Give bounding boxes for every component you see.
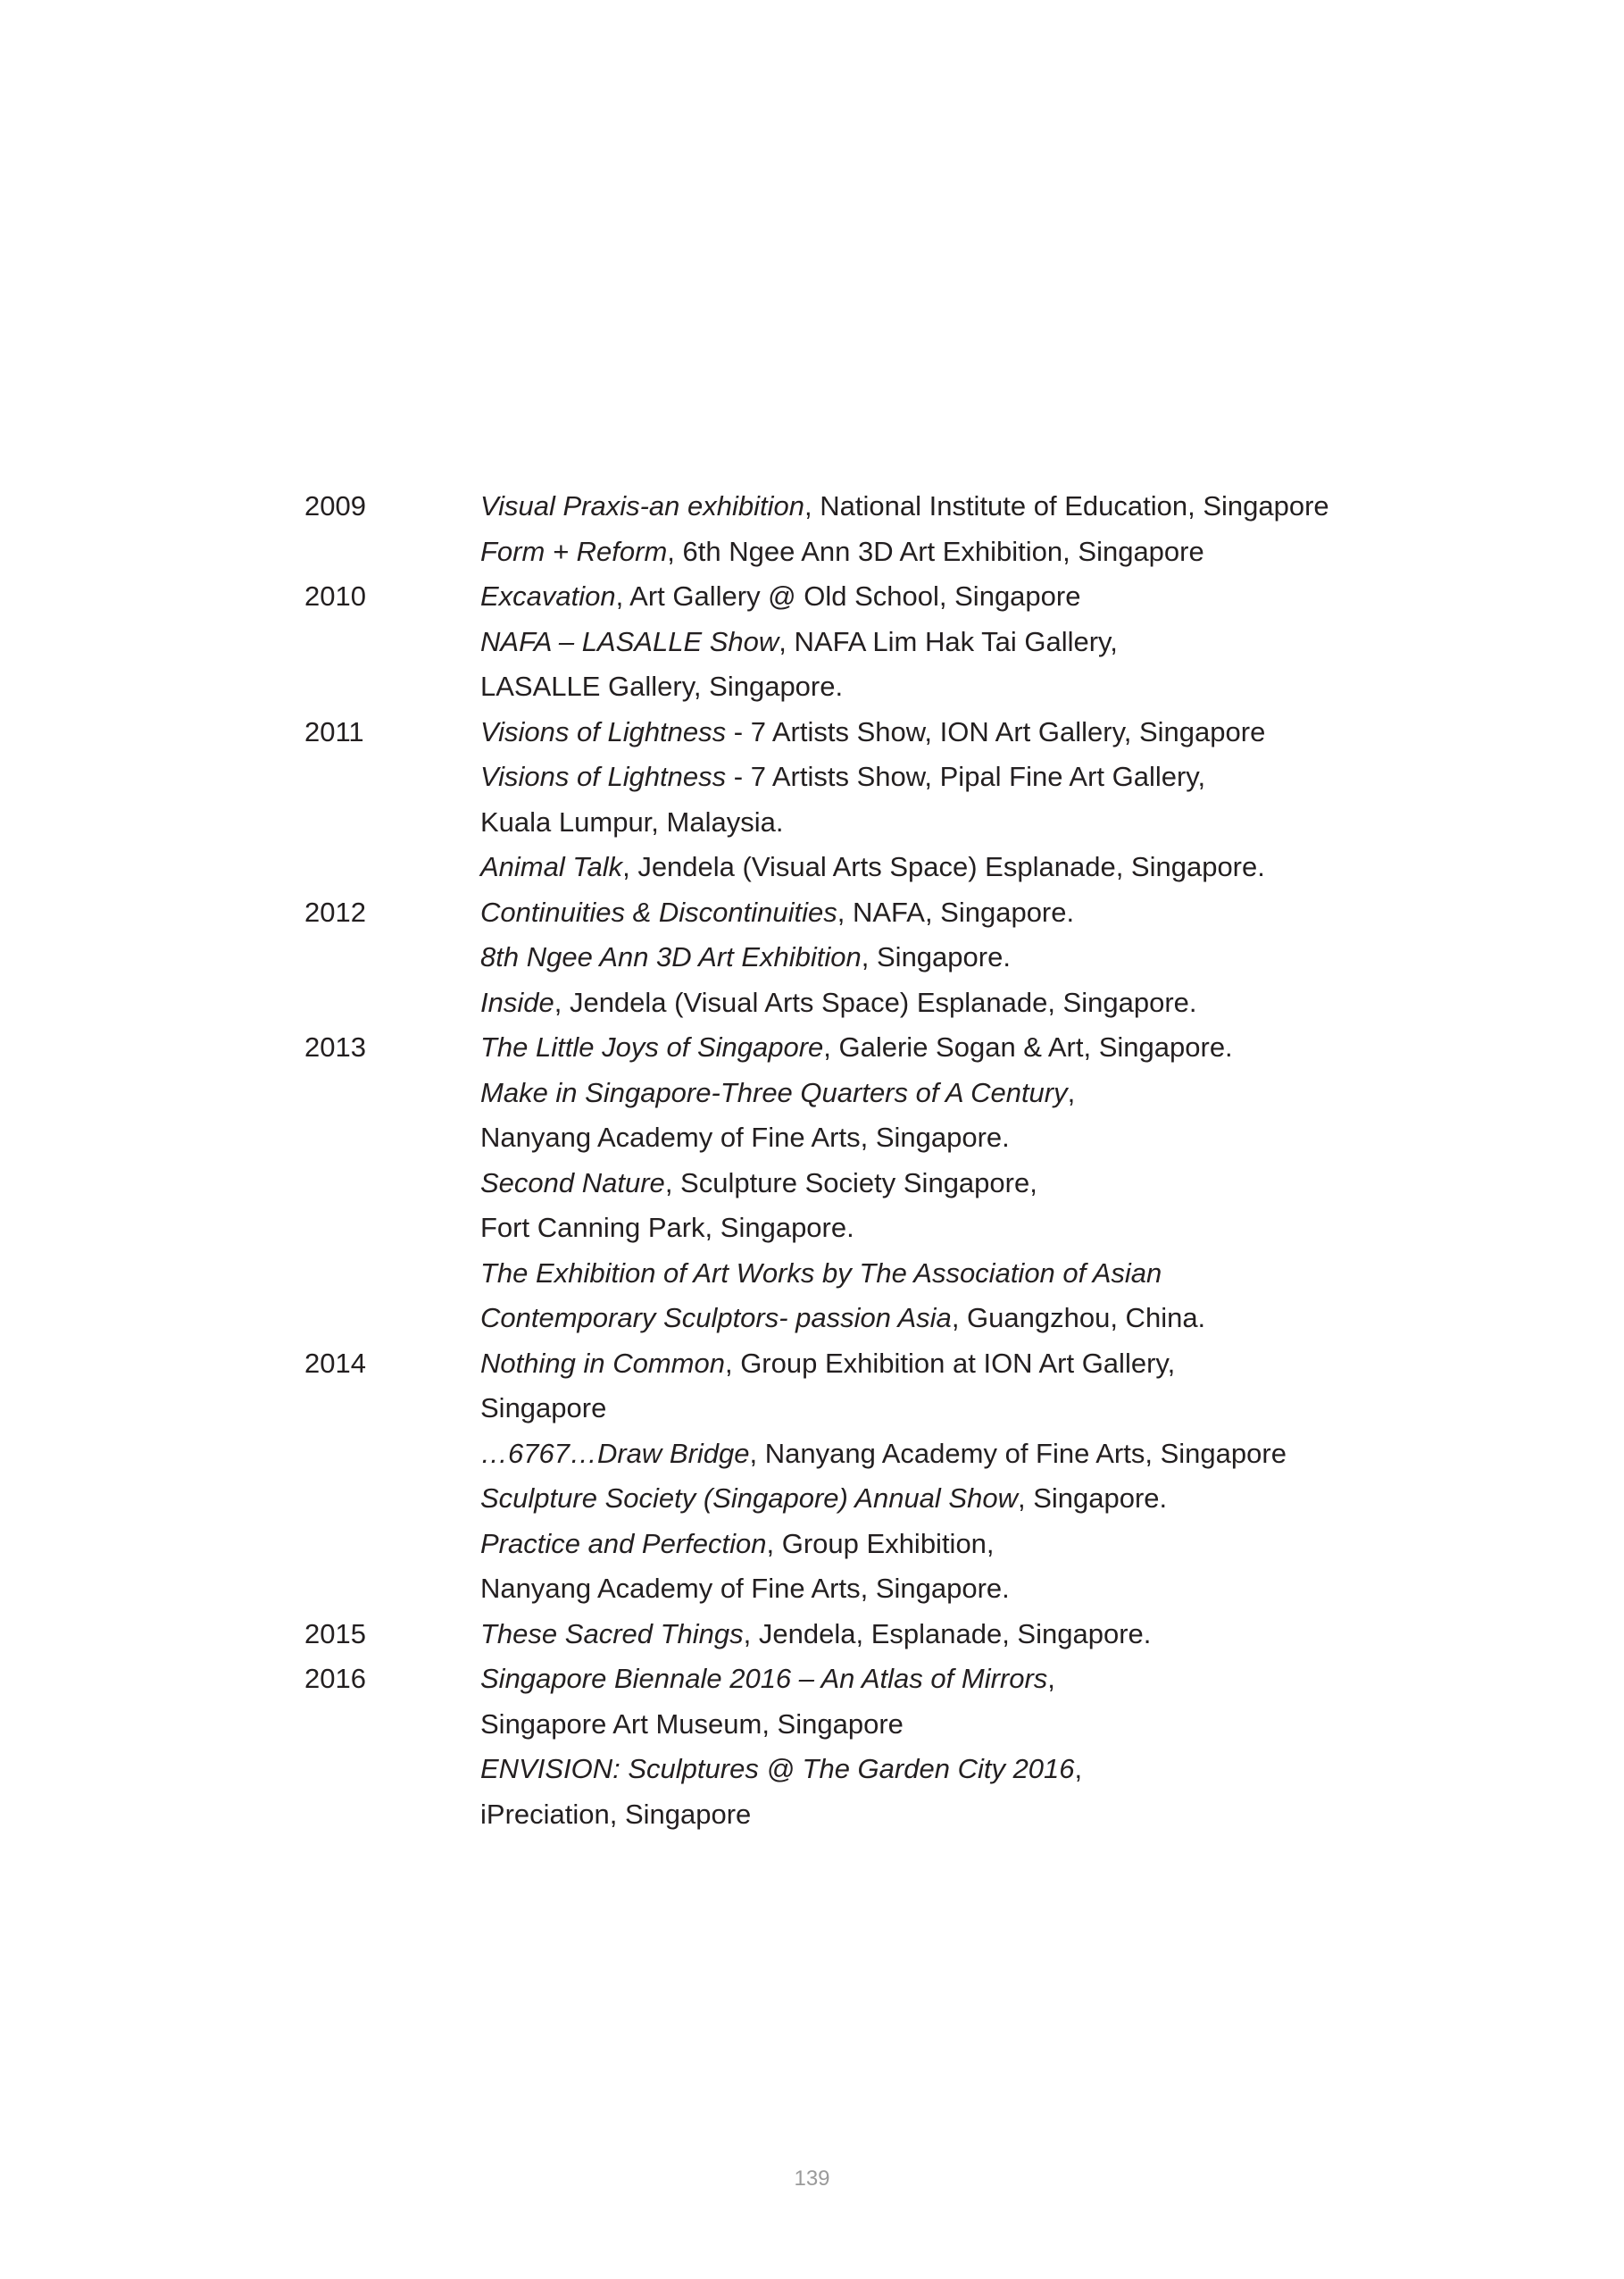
exhibition-row <box>304 664 1376 710</box>
entry-text <box>480 1251 1376 1297</box>
exhibition-details: , Jendela, Esplanade, Singapore. <box>743 1617 1152 1649</box>
entry-text <box>480 1341 1376 1387</box>
exhibition-title: The Little Joys of Singapore <box>480 1031 824 1063</box>
exhibition-row <box>304 1747 1376 1792</box>
entry-text <box>480 710 1376 755</box>
exhibition-row <box>304 981 1376 1026</box>
exhibition-details: , Singapore. <box>861 941 1011 973</box>
year <box>304 1566 480 1612</box>
exhibition-row <box>304 1251 1376 1297</box>
exhibition-title: Visions of Lightness <box>480 715 727 747</box>
exhibition-title: 8th Ngee Ann 3D Art Exhibition <box>480 941 862 973</box>
exhibition-details: , NAFA, Singapore. <box>837 896 1075 928</box>
entry-text <box>480 1566 1376 1612</box>
exhibition-title: Animal Talk <box>480 851 623 882</box>
year <box>304 981 480 1026</box>
entry-text <box>480 1206 1376 1251</box>
year: 2012 <box>304 896 366 928</box>
entry-text <box>480 1071 1376 1116</box>
exhibition-title: Sculpture Society (Singapore) Annual Show <box>480 1482 1018 1514</box>
exhibition-row <box>304 1432 1376 1477</box>
exhibition-details: LASALLE Gallery, Singapore. <box>480 671 844 702</box>
entry-text <box>480 1476 1376 1522</box>
entry-text <box>480 1296 1376 1341</box>
exhibition-details: , Art Gallery @ Old School, Singapore <box>615 580 1081 612</box>
entry-text <box>480 1115 1376 1161</box>
exhibition-row <box>304 710 1376 755</box>
exhibition-row <box>304 1476 1376 1522</box>
entry-text <box>480 664 1376 710</box>
exhibition-title: Contemporary Sculptors- passion Asia <box>480 1302 952 1333</box>
exhibition-title: The Exhibition of Art Works by The Association of Asian <box>480 1256 1162 1289</box>
year <box>304 1251 480 1297</box>
exhibition-row <box>304 1792 1376 1838</box>
exhibition-title: Continuities & Discontinuities <box>480 896 837 928</box>
exhibition-title: Form + Reform <box>480 535 668 567</box>
exhibition-title: Nothing in Common <box>480 1347 725 1379</box>
exhibition-details: Nanyang Academy of Fine Arts, Singapore. <box>480 1122 1010 1153</box>
entry-text <box>480 1792 1376 1838</box>
year <box>304 1702 480 1748</box>
entry-text <box>480 935 1376 981</box>
entry-text <box>480 1747 1376 1792</box>
year: 2009 <box>304 490 366 522</box>
exhibition-row <box>304 1115 1376 1161</box>
exhibition-title: Singapore Biennale 2016 – An Atlas of Mirrors <box>480 1663 1048 1694</box>
year: 2010 <box>304 580 366 612</box>
year: 2011 <box>304 715 364 747</box>
exhibition-row <box>304 935 1376 981</box>
exhibition-details: , National Institute of Education, Singapore <box>804 490 1329 522</box>
exhibition-title: ENVISION: Sculptures @ The Garden City 2016 <box>480 1753 1075 1784</box>
year <box>304 1206 480 1251</box>
exhibition-details: , Nanyang Academy of Fine Arts, Singapore <box>749 1437 1287 1469</box>
entry-text <box>480 890 1376 936</box>
exhibition-details: Nanyang Academy of Fine Arts, Singapore. <box>480 1573 1010 1604</box>
exhibition-details: Kuala Lumpur, Malaysia. <box>480 806 784 838</box>
exhibition-row <box>304 890 1376 936</box>
exhibition-details: , Group Exhibition, <box>766 1527 995 1559</box>
year: 2015 <box>304 1617 366 1649</box>
exhibition-row <box>304 484 1376 530</box>
year <box>304 1115 480 1161</box>
year: 2013 <box>304 1031 366 1063</box>
exhibition-row <box>304 1612 1376 1657</box>
entry-text <box>480 1522 1376 1567</box>
exhibition-details: , Guangzhou, China. <box>951 1302 1206 1333</box>
exhibition-details: , <box>1074 1753 1083 1784</box>
exhibition-details: , <box>1047 1663 1055 1694</box>
exhibition-row <box>304 755 1376 800</box>
entry-text <box>480 484 1376 530</box>
exhibition-row <box>304 800 1376 846</box>
entry-text <box>480 530 1376 575</box>
exhibition-details: , 6th Ngee Ann 3D Art Exhibition, Singapore <box>667 535 1204 567</box>
exhibition-row <box>304 1341 1376 1387</box>
year <box>304 1161 480 1206</box>
exhibition-row <box>304 574 1376 620</box>
year <box>304 1747 480 1792</box>
entry-text <box>480 845 1376 890</box>
exhibition-title: Excavation <box>480 580 616 612</box>
exhibition-details: - 7 Artists Show, ION Art Gallery, Singapore <box>726 715 1266 747</box>
entry-text <box>480 620 1376 665</box>
entry-text <box>480 981 1376 1026</box>
exhibition-title: Inside <box>480 986 554 1018</box>
exhibition-title: NAFA – LASALLE Show <box>480 625 779 657</box>
exhibition-details: , NAFA Lim Hak Tai Gallery, <box>779 625 1118 657</box>
entry-text <box>480 1612 1376 1657</box>
exhibition-details: Singapore Art Museum, Singapore <box>480 1707 904 1740</box>
entry-text <box>480 1386 1376 1432</box>
exhibition-title: …6767…Draw Bridge <box>480 1437 750 1469</box>
year <box>304 800 480 846</box>
exhibition-details: , <box>1067 1076 1076 1108</box>
entry-text <box>480 1161 1376 1206</box>
exhibition-row <box>304 1386 1376 1432</box>
exhibition-row <box>304 1071 1376 1116</box>
exhibition-details: Fort Canning Park, Singapore. <box>480 1212 854 1243</box>
exhibition-title: These Sacred Things <box>480 1617 744 1649</box>
year <box>304 845 480 890</box>
year <box>304 1432 480 1477</box>
exhibition-row <box>304 1206 1376 1251</box>
year <box>304 755 480 800</box>
year <box>304 620 480 665</box>
entry-text <box>480 1025 1376 1071</box>
year <box>304 1522 480 1567</box>
year <box>304 935 480 981</box>
exhibition-row <box>304 1657 1376 1702</box>
year <box>304 1476 480 1522</box>
exhibition-row <box>304 530 1376 575</box>
exhibition-details: , Jendela (Visual Arts Space) Esplanade, Singapore. <box>622 851 1265 882</box>
exhibition-details: iPreciation, Singapore <box>480 1798 752 1830</box>
exhibition-details: , Sculpture Society Singapore, <box>664 1166 1037 1198</box>
exhibition-row <box>304 1025 1376 1071</box>
exhibition-row <box>304 845 1376 890</box>
exhibition-details: , Jendela (Visual Arts Space) Esplanade, Singapore. <box>554 986 1197 1018</box>
entry-text <box>480 1432 1376 1477</box>
entry-text <box>480 800 1376 846</box>
exhibition-title: Make in Singapore-Three Quarters of A Century <box>480 1076 1068 1108</box>
exhibition-details: - 7 Artists Show, Pipal Fine Art Gallery, <box>726 761 1206 792</box>
year <box>304 1296 480 1341</box>
exhibition-details: , Singapore. <box>1017 1482 1168 1514</box>
year <box>304 1071 480 1116</box>
entry-text <box>480 1657 1376 1702</box>
exhibition-details: , Group Exhibition at ION Art Gallery, <box>724 1347 1176 1379</box>
exhibition-row <box>304 1161 1376 1206</box>
exhibition-row <box>304 620 1376 665</box>
page-number: 139 <box>794 2166 830 2191</box>
exhibition-row <box>304 1566 1376 1612</box>
entry-text <box>480 755 1376 800</box>
exhibition-row <box>304 1522 1376 1567</box>
exhibition-title: Visions of Lightness <box>480 761 727 792</box>
exhibition-title: Second Nature <box>480 1166 665 1198</box>
year <box>304 664 480 710</box>
entry-text <box>480 1702 1376 1748</box>
year: 2014 <box>304 1347 366 1379</box>
exhibition-details: Singapore <box>480 1392 607 1423</box>
year <box>304 1386 480 1432</box>
year: 2016 <box>304 1663 366 1694</box>
exhibition-details: , Galerie Sogan & Art, Singapore. <box>823 1031 1233 1063</box>
entry-text <box>480 574 1376 620</box>
exhibition-row <box>304 1296 1376 1341</box>
exhibition-title: Practice and Perfection <box>480 1527 767 1559</box>
year <box>304 530 480 575</box>
exhibition-row <box>304 1702 1376 1748</box>
exhibition-list <box>304 484 1376 1837</box>
exhibition-title: Visual Praxis-an exhibition <box>480 490 805 522</box>
year <box>304 1792 480 1838</box>
